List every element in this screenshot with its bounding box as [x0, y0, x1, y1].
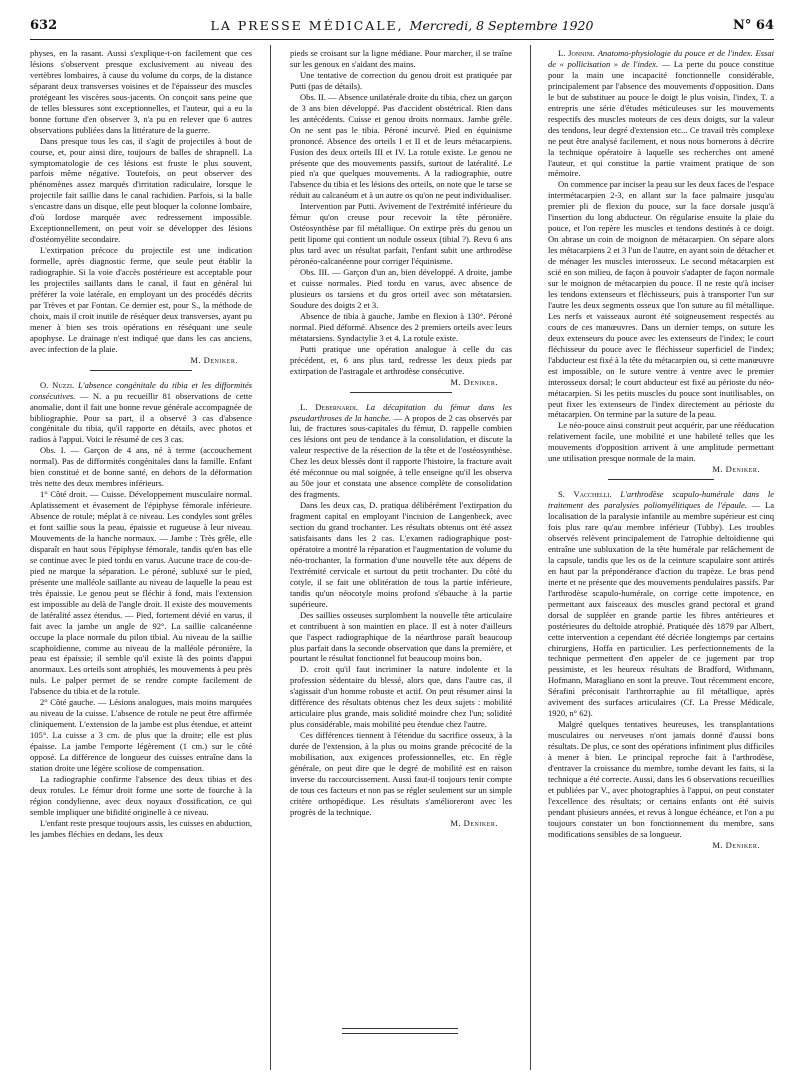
- paragraph: Intervention par Putti. Avivement de l'extrémité inférieure du fémur qu'on creuse pour recevoir la tête péronière. Ostéosynthèse par fil métallique. On extirpe près du genou un petit lipome qui contient un nodule osseux (tibial ?). Revu 6 ans plus tard avec un résultat parfait, l'enfant subit une arthrodèse péronéo-calcanéenne pour corriger l'équinisme.: [290, 201, 512, 267]
- paragraph: On commence par inciser la peau sur les deux faces de l'espace intermétacarpien 2-3, en allant sur la face palmaire jusqu'au premier pli de flexion du pouce, sur la face dorsale jusqu'à l'insertion du long abducteur. On régularise ensuite la plaie du pouce, et l'on repère les muscles et tendons destinés à ce doigt. On abrase un coin de moignon de métacarpien. On sépare alors les métacarpiens 2 et 3 l'un de l'autre, en ayant soin de détacher et de ménager les muscles interosseux. Le second métacarpien est scié en son milieu, de façon à pouvoir s'adapter de façon normale sur le moignon de métacarpien du pouce. Il ne reste qu'à inciser les tendons extenseurs et fléchisseurs, puis à transporter l'un sur l'autre les deux segments osseux que l'on suture au fil métallique. Les nerfs et vaisseaux auront été soigneusement respectés au cours de ces manœuvres. Dans un dernier temps, on suture les deux extenseurs du pouce avec les extenseurs de l'index; le court fléchisseur du pouce avec le fléchisseur superficiel de l'index; l'abducteur est fixé à la tête du métacarpien ou, si cette manœuvre est impossible, on le suture ventre à ventre avec le premier interosseux dorsal; le court abducteur est fixé au périoste du néo-métacarpien. Si les petits muscles du pouce sont inutilisables, on peut fixer les extenseurs de l'index directement au périoste du métacarpien. On termine par la suture de la peau.: [548, 179, 774, 420]
- paragraph: Dans les deux cas, D. pratiqua délibérément l'extirpation du fragment capital en employant l'incision de Langenbeck, avec section du grand trochanter. Les résultats obtenus ont été assez satisfaisants dans les 2 cas. L'examen radiographique post-opératoire a montré la réparation et l'augmentation de volume du néo-trochanter, la formation d'une nouvelle tête aux dépens de l'extrémité cervicale et surtout du petit trochanter. Du côté du cotyle, il se fait une oblitération de tous la partie inférieure, tandis qu'un néocotyle moins profond s'ébauche à la partie supérieure.: [290, 500, 512, 609]
- article-title: L'absence congénitale du tibia et les difformités consécutives.: [30, 379, 253, 401]
- article-author: O. Nuzzi.: [40, 379, 75, 390]
- paragraph: L'enfant reste presque toujours assis, les cuisses en abduction, les jambes fléchies en dedans, les deux: [30, 817, 252, 839]
- paragraph: Obs. II. — Absence unilatérale droite du tibia, chez un garçon de 3 ans bien développé. Pas d'accident obstétrical. Rien dans les antécédents. Cuisse et genou droits normaux. Jambe grêle. On ne sent pas le tibia. Péroné incurvé. Pied en équinisme prononcé. Absence des orteils I et II et de leurs métacarpiens. Fusion des deux orteils III et IV. La rotule existe. Le genou ne présente que des mouvements passifs, surtout de latéralité. Le pied n'a que quelques mouvements. A la radiographie, outre l'absence du tibia et les lésions des orteils, on note que le tarse se réduit au calcanéum et à un autre os qu'on ne peut individualiser.: [290, 91, 512, 201]
- running-title: [30, 18, 774, 33]
- article-abstract: [548, 48, 774, 179]
- page-header: [30, 14, 774, 40]
- issue-number: N° 64: [733, 18, 774, 33]
- paragraph: La radiographie confirme l'absence des deux tibias et des deux rotules. Le fémur droit forme une sorte de fourche à la région condylienne, avec deux noyaux d'ossification, ce qui semble impliquer une bifidité originelle à ce niveau.: [30, 773, 252, 817]
- article-text: — La localisation de la paralysie infantile au membre supérieur est cinq fois plus rare qu'au membre inférieur (Tubby). Les troubles observés relèvent principalement de l'atrophie deltoïdienne qui entraîne une subluxation de la tête humérale par relâchement de la capsule, tandis que les os de la ceinture scapulaire sont attirés en haut par la prépondérance d'action du trapèze. Le bras pend inerte et ne présente que des mouvements pendulaires passifs. Par l'arthrodèse scapulo-humérale, on corrige cette impotence, en permettant aux faisceaux des muscles grand pectoral et grand dorsal de suppléer en grande partie les fibres antérieures et postérieures du deltoïde atrophié. Pratiquée dès 1879 par Albert, cette intervention a cependant été décriée longtemps par certains chirurgiens, Hoffa en particulier. Les perfectionnements de la technique permettent d'en appeler de ce jugement par trop pessimiste, et les heureux résultats de Bradford, Withmann, Hofmann, Maragliano en sont la preuve. Tout récemment encore, Sérafini préconisait l'arthrorraphie au fil métallique, après avivement des surfaces articulaires (Cf. La Presse Médicale, 1920, n° 62).: [548, 500, 775, 719]
- article-text: — La perte du pouce constitue pour la main une incapacité fonctionnelle considérable, principalement par l'absence des mouvements d'opposition. Dans le but de substituer au pouce le doigt le plus voisin, l'index, T. a entrepris une série d'études méticuleuses sur les mouvements respectifs des muscles moteurs de ces deux doigts, sur la valeur des tendons, leur degré d'extension etc... Ce travail très complexe ne peut être analysé facilement, et nous nous bornerons à décrire la technique opératoire à laquelle ses recherches ont amené l'auteur, et qui constitue la partie vraiment pratique de son mémoire.: [548, 58, 775, 179]
- paragraph: physes, en la rasant. Aussi s'explique-t-on facilement que ces lésions s'observent presque exclusivement au niveau des vertèbres lombaires, à cause du volume du corps, de la distance séparant deux transverses voisines et de l'épaisseur des muscles protégeant les viscères sous-jacents. On conçoit sans peine que de telles blessures sont exceptionnelles, et l'auteur, qui a eu la bonne fortune d'en observer 3, n'a pu en relever que 6 autres observations publiées dans la littérature de la guerre.: [30, 48, 252, 135]
- paragraph: D. croit qu'il faut incriminer la nature indolente et la profession sédentaire du blessé, alors que, dans l'autre cas, il s'agissait d'un homme robuste et actif. On peut résumer ainsi la différence des résultats obtenus chez les deux sujets : mobilité articulaire plus grande, mais solidité moindre chez l'un; solidité plus considérable, mais mobilité peu étendue chez l'autre.: [290, 664, 512, 730]
- paragraph: Des saillies osseuses surplombent la nouvelle tête articulaire et contribuent à son maintien en place. Il est à noter d'ailleurs que l'aspect radiographique de la néarthrose paraît beaucoup plus parfait dans la seconde observation que dans la première, et pourtant le résultat fonctionnel fut beaucoup moins bon.: [290, 609, 512, 664]
- signature: M. Deniker.: [450, 376, 498, 387]
- article-abstract: [30, 380, 252, 446]
- column-2: [290, 48, 512, 829]
- paragraph: Une tentative de correction du genou droit est pratiquée par Putti (pas de détails).: [290, 69, 512, 91]
- paragraph: 1° Côté droit. — Cuisse. Développement musculaire normal. Aplatissement et évasement de l'épiphyse fémorale inférieure. Absence de rotule; méplat à ce niveau. Les condyles sont grêles et font saillie sous la peau, épaissie et rugueuse à leur niveau. Mouvements de la hanche normaux. — Jambe : Très grêle, elle disparaît en haut sous l'épiphyse fémorale, tandis qu'en bas elle se continue avec le pied tordu en varus. Aucune trace de cou-de-pied ne marque la séparation. Le péroné, subluxé sur le pied, présente une malléole saillante au niveau de laquelle la peau est très épaissie. Le genou peut se fléchir à fond, mais l'extension est impossible au delà de l'angle droit. Il existe des mouvements de latéralité assez étendus. — Pied, fortement dévié en varus, il fait avec la jambe un angle de 92°. La saillie calcanéenne occupe la place normale du pilon tibial. Au niveau de la saillie scaphoïdienne, comme au niveau de la malléole péronière, la peau est épaissie; il semble qu'il existe là des points d'appui anormaux. Les orteils sont atrophiés, les mouvements à peu près nuls. Le palper permet de se rendre compte facilement de l'absence du tibia et de la rotule.: [30, 489, 252, 697]
- article-text: — A propos de 2 cas observés par lui, de fractures sous-capitales du fémur, D. rappelle combien ces lésions ont peu de tendance à la consolidation, et discute la valeur respective de la résection de la tête et de l'ostéosynthèse. Chez les deux blessés dont il rapporte l'histoire, la fracture avait été méconnue ou mal soignée, à telle enseigne qu'il les observa au 50e jour et constata une absence complète de consolidation des fragments.: [290, 412, 513, 500]
- article-abstract: [548, 489, 774, 719]
- paragraph: Putti pratique une opération analogue à celle du cas précédent, et, 6 ans plus tard, redresse les deux pieds par extirpation de l'astragale et arthrodèse consécutive.: [290, 343, 512, 376]
- paragraph: Malgré quelques tentatives heureuses, les transplantations musculaires ou nerveuses n'ont jamais donné d'aussi bons résultats. De plus, ce sont des opérations infiniment plus difficiles à mener à bien. Le principal reproche fait à l'arthrodèse, d'entraver la croissance du membre, tombe devant les faits, si la technique a été correcte. Aussi, dans les 6 observations recueillies et publiées par V., avec photographies à l'appui, on peut constater l'excellence des résultats; or certains enfants ont été suivis pendant plusieurs années, et revus à longue échéance, et l'on a pu toujours constater un bon fonctionnement du membre, sans modifications sensibles de sa longueur.: [548, 719, 774, 839]
- paragraph: pieds se croisant sur la ligne médiane. Pour marcher, il se traîne sur les genoux en s'aidant des mains.: [290, 48, 512, 69]
- issue-date: Mercredi, 8 Septembre 1920: [409, 18, 594, 33]
- article-author: L. Debernardi.: [300, 401, 359, 412]
- column-1: [30, 48, 252, 840]
- signature: M. Deniker.: [712, 839, 760, 850]
- column-separator: [270, 45, 271, 1070]
- signature: M. Deniker.: [190, 354, 238, 365]
- bottom-rule: [342, 1033, 458, 1034]
- signature: M. Deniker.: [450, 817, 498, 828]
- paragraph: 2° Côté gauche. — Lésions analogues, mais moins marquées au niveau de la cuisse. L'absence de rotule ne peut être affirmée cliniquement. L'extension de la jambe est plus étendue, et atteint 105°. La cuisse a 3 cm. de plus que la droite; elle est plus épaisse. La jambe l'emporte légèrement (1 cm.) sur le côté opposé. La différence de longueur des cuisses entraîne dans la station droite une légère scoliose de compensation.: [30, 697, 252, 773]
- paragraph: Obs. III. — Garçon d'un an, bien développé. A droite, jambe et cuisse normales. Pied tordu en varus, avec absence de plusieurs os tarsiens et du gros orteil avec son métatarsien. Soudure des doigts 2 et 3.: [290, 267, 512, 310]
- paragraph: Obs. I. — Garçon de 4 ans, né à terme (accouchement normal). Pas de difformités congénitales dans la famille. Enfant bien constitué et de bonne santé, en dehors de la déformation très nette des deux membres inférieurs.: [30, 445, 252, 489]
- bottom-rule: [342, 1028, 458, 1029]
- article-text: — N. a pu recueillir 81 observations de cette anomalie, dont il fait une bonne revue générale accompagnée de bibliographie. Pour sa part, il a observé 3 cas d'absence congénitale du tibia, qu'il rapporte en détails, avec photos et radios à l'appui. Voici le résumé de ces 3 cas.: [30, 390, 252, 445]
- column-3: [548, 48, 774, 851]
- article-author: L. Jonnini.: [558, 48, 595, 58]
- paragraph: Le néo-pouce ainsi construit peut acquérir, par une rééducation relativement facile, une mobilité et une habileté telles que les mouvements d'opposition arrivent à une amplitude permettant une utilisation presque normale de la main.: [548, 420, 774, 464]
- column-separator: [530, 45, 531, 1070]
- paragraph: Dans presque tous les cas, il s'agit de projectiles à bout de course, et, pour ainsi dire, toujours de balles de shrapnell. La symptomatologie de ces lésions est fruste le plus souvent, parfois même négative. Toutefois, on peut observer des phénomènes assez marqués d'irritation radiculaire, lorsque le projectile fait saillie dans le canal rachidien. Parfois, si la balle s'encastre dans un disque, elle peut bloquer la colonne lombaire, d'où lordose marquée avec redressement impossible. Exceptionnellement, on peut voir se développer des lésions d'ostéomyélite secondaire.: [30, 135, 252, 245]
- paragraph: Ces différences tiennent à l'étendue du sacrifice osseux, à la durée de l'extension, à la plus ou moins grande précocité de la mobilisation, aux exigences professionnelles, etc. En règle générale, on peut dire que le degré de mobilité est en raison inverse du raccourcissement. Aussi faut-il toujours tenir compte de tous ces facteurs et non pas se régler seulement sur un simple critère orthopédique. Les résultats s'amélioreront avec les progrès de la technique.: [290, 730, 512, 817]
- article-author: S. Vacchelli.: [558, 489, 612, 500]
- article-title: L'arthrodèse scapulo-humérale dans le traitement des paralysies poliomyélitiques de l'épaule.: [548, 489, 774, 511]
- paragraph: Absence de tibia à gauche. Jambe en flexion à 130°. Péroné normal. Pied déformé. Absence des 2 premiers orteils avec leurs métatarsiens. Syndactylie 3 et 4. La rotule existe.: [290, 310, 512, 343]
- header-rule: [30, 39, 774, 40]
- article-title: Anatomo-physiologie du pouce et de l'index. Essai de « pollicisation » de l'index.: [548, 48, 774, 69]
- article-abstract: [290, 402, 512, 501]
- journal-name: LA PRESSE MÉDICALE,: [210, 18, 404, 33]
- signature: M. Deniker.: [712, 464, 760, 475]
- paragraph: L'extirpation précoce du projectile est une indication formelle, après diagnostic ferme, que seule peut établir la radiographie. Si la voie d'accès postérieure est acceptable pour les projectiles saillants dans le canal, il faut en général lui préférer la voie latérale, en employant un des procédés décrits par Trèves et par Fontan. Ce dernier est, pour S., la méthode de choix, mais il croit inutile de réséquer deux transverses, ayant pu mener à bien ses trois opérations en réséquant une seule apophyse. Le drainage n'est indiqué que dans les cas anciens, avec infection de la plaie.: [30, 245, 252, 354]
- page-number: 632: [30, 18, 58, 33]
- article-title: La décapitation du fémur dans les pseudarthroses de la hanche.: [290, 401, 512, 423]
